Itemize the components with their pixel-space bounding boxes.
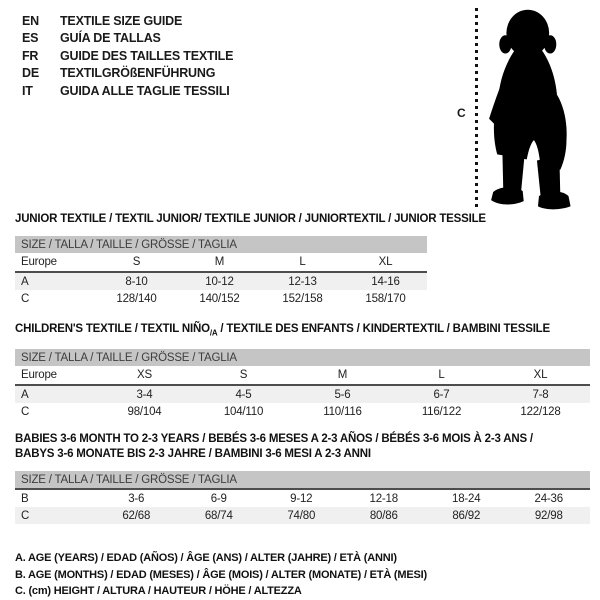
cell: 80/86 [343, 507, 426, 524]
cell: 3-4 [95, 385, 194, 403]
cell: 68/74 [178, 507, 261, 524]
size-header: SIZE / TALLA / TAILLE / GRÖSSE / TAGLIA [15, 349, 590, 366]
note-height: C. (cm) HEIGHT / ALTURA / HAUTEUR / HÖHE / ALTEZZA [15, 585, 302, 598]
table-row [15, 272, 427, 290]
table-row [15, 403, 590, 420]
legend-label: TEXTILGRÖßENFÜHRUNG [60, 66, 216, 81]
size-header: SIZE / TALLA / TAILLE / GRÖSSE / TAGLIA [15, 236, 427, 253]
title-subscript: /A [209, 328, 218, 338]
legend-label: GUIDA ALLE TAGLIE TESSILI [60, 83, 230, 98]
table-row [15, 385, 590, 403]
table-row [15, 489, 590, 507]
row-label: Europe [15, 366, 95, 385]
cell: XL [491, 366, 590, 385]
cell: M [293, 366, 392, 385]
cell: 158/170 [365, 292, 406, 305]
legend-label: TEXTILE SIZE GUIDE [60, 13, 183, 28]
cell: 14-16 [344, 272, 427, 290]
cell: 7-8 [491, 385, 590, 403]
legend-code: EN [22, 13, 39, 28]
measure-dashed-line [475, 8, 478, 209]
cell: 9-12 [290, 492, 313, 505]
note-age-years: A. AGE (YEARS) / EDAD (AÑOS) / ÂGE (ANS) / ALTER (JAHRE) / ETÀ (ANNI) [15, 552, 397, 565]
size-tables-section [15, 212, 590, 600]
legend-code: FR [22, 48, 39, 63]
legend-row-es [22, 30, 233, 48]
row-label: A [15, 272, 95, 290]
cell: 110/116 [323, 405, 362, 418]
legend-row-fr [22, 47, 233, 65]
toddler-silhouette-icon [484, 5, 596, 210]
language-legend [22, 12, 233, 100]
note-age-months: B. AGE (MONTHS) / EDAD (MESES) / ÂGE (MOIS) / ALTER (MONATE) / ETÀ (MESI) [15, 568, 427, 581]
legend-row-it [22, 82, 233, 100]
table-row [15, 366, 590, 385]
cell: 12-18 [369, 492, 398, 505]
legend-row-en [22, 12, 233, 30]
size-header-row [15, 349, 590, 366]
table-row [15, 507, 590, 524]
cell: 6-7 [392, 385, 491, 403]
babies-size-table [15, 471, 590, 524]
legend-code: DE [22, 66, 39, 81]
cell: L [392, 366, 491, 385]
cell: 128/140 [116, 292, 157, 305]
children-size-table [15, 349, 590, 420]
footnotes [15, 550, 590, 600]
legend-row-de [22, 65, 233, 83]
cell: XL [344, 253, 427, 272]
cell: 74/80 [260, 507, 343, 524]
cell: 152/158 [282, 292, 323, 305]
title-line-2: BABYS 3-6 MONATE BIS 2-3 JAHRE / BAMBINI 3-6 MESI A 2-3 ANNI [15, 448, 371, 461]
cell: 4-5 [194, 385, 293, 403]
children-section-title [15, 322, 590, 340]
title-line-1: BABIES 3-6 MONTH TO 2-3 YEARS / BEBÉS 3-6 MESES A 2-3 AÑOS / BÉBÉS 3-6 MOIS À 2-3 ANS / [15, 433, 533, 446]
cell: 122/128 [520, 405, 561, 418]
title-text: CHILDREN'S TEXTILE / TEXTIL NIÑO [15, 323, 210, 335]
cell: 86/92 [425, 507, 508, 524]
cell: 104/110 [223, 405, 264, 418]
cell: 8-10 [95, 272, 178, 290]
size-header: SIZE / TALLA / TAILLE / GRÖSSE / TAGLIA [15, 471, 590, 489]
size-header-row [15, 471, 590, 489]
table-row [15, 253, 427, 272]
cell: 18-24 [452, 492, 481, 505]
row-label: C [21, 292, 30, 305]
cell: M [178, 253, 261, 272]
cell: 3-6 [128, 492, 145, 505]
babies-section-title [15, 432, 590, 462]
row-label: C [21, 405, 30, 418]
legend-code: ES [22, 31, 39, 46]
legend-label: GUIDE DES TAILLES TEXTILE [60, 48, 234, 63]
row-label: A [15, 385, 95, 403]
cell: 116/122 [421, 405, 462, 418]
cell: S [194, 366, 293, 385]
title-text: / TEXTILE DES ENFANTS / KINDERTEXTIL / BAMBINI TESSILE [217, 323, 550, 335]
cell: 140/152 [199, 292, 240, 305]
size-header-row [15, 236, 427, 253]
legend-code: IT [22, 83, 33, 98]
cell: XS [95, 366, 194, 385]
cell: 10-12 [178, 272, 261, 290]
cell: 98/104 [127, 405, 162, 418]
table-row [15, 290, 427, 307]
row-label: C [15, 507, 95, 524]
cell: L [261, 253, 344, 272]
junior-size-table [15, 236, 427, 307]
height-measure-figure [455, 5, 600, 215]
cell: 24-36 [534, 492, 563, 505]
cell: S [95, 253, 178, 272]
cell: 62/68 [95, 507, 178, 524]
row-label: B [21, 492, 29, 505]
row-label: Europe [15, 253, 95, 272]
legend-label: GUÍA DE TALLAS [60, 31, 161, 46]
height-measure-label: C [457, 106, 466, 120]
cell: 92/98 [508, 507, 591, 524]
cell: 5-6 [293, 385, 392, 403]
junior-section-title: JUNIOR TEXTILE / TEXTIL JUNIOR/ TEXTILE JUNIOR / JUNIORTEXTIL / JUNIOR TESSILE [15, 213, 486, 225]
cell: 6-9 [210, 492, 227, 505]
cell: 12-13 [261, 272, 344, 290]
